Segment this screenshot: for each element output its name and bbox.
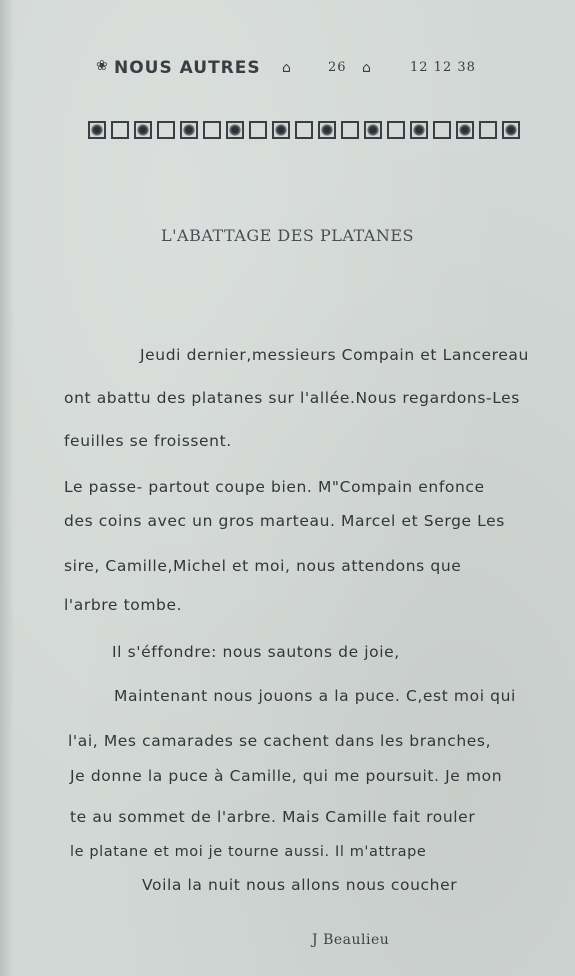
border-square-filled: [410, 121, 428, 139]
journal-name: NOUS AUTRES: [114, 58, 261, 78]
text-line: te au sommet de l'arbre. Mais Camille fait rouler: [70, 808, 476, 826]
ornament-icon: ❀: [96, 58, 109, 74]
border-square-filled: [318, 121, 336, 139]
ornament-icon: ⌂: [282, 60, 292, 76]
border-square-filled: [226, 121, 244, 139]
text-line: feuilles se froissent.: [64, 432, 232, 450]
text-line: l'arbre tombe.: [64, 596, 183, 614]
text-line: Maintenant nous jouons a la puce. C,est moi qui: [114, 687, 516, 705]
border-square: [433, 121, 451, 139]
decorative-border: [88, 118, 558, 142]
author-signature: J Beaulieu: [312, 932, 390, 948]
border-square-filled: [502, 121, 520, 139]
border-square-filled: [272, 121, 290, 139]
text-line: Il s'éffondre: nous sautons de joie,: [112, 643, 400, 661]
issue-number: 26: [328, 60, 347, 75]
border-square-filled: [134, 121, 152, 139]
border-square: [341, 121, 359, 139]
page-binding-edge: [0, 0, 14, 976]
text-line: Le passe- partout coupe bien. M"Compain enfonce: [64, 478, 485, 496]
border-square: [111, 121, 129, 139]
text-line: des coins avec un gros marteau. Marcel et Serge Les: [64, 512, 505, 530]
journal-header: [96, 58, 516, 86]
text-line: l'ai, Mes camarades se cachent dans les branches,: [68, 732, 492, 750]
border-square: [479, 121, 497, 139]
border-square-filled: [88, 121, 106, 139]
border-square-filled: [456, 121, 474, 139]
text-line: Voila la nuit nous allons nous coucher: [142, 876, 458, 894]
border-square: [249, 121, 267, 139]
ornament-icon: ⌂: [362, 60, 372, 76]
border-square-filled: [180, 121, 198, 139]
border-square: [387, 121, 405, 139]
text-line: sire, Camille,Michel et moi, nous attendons que: [64, 557, 462, 575]
border-square: [203, 121, 221, 139]
text-line: Je donne la puce à Camille, qui me poursuit. Je mon: [70, 767, 503, 785]
text-line: le platane et moi je tourne aussi. Il m'attrape: [70, 844, 427, 860]
border-square: [295, 121, 313, 139]
article-title: L'ABATTAGE DES PLATANES: [161, 226, 414, 245]
text-line: Jeudi dernier,messieurs Compain et Lancereau: [140, 346, 529, 364]
issue-date: 12 12 38: [410, 60, 476, 75]
border-square-filled: [364, 121, 382, 139]
text-line: ont abattu des platanes sur l'allée.Nous regardons-Les: [64, 389, 520, 407]
border-square: [157, 121, 175, 139]
